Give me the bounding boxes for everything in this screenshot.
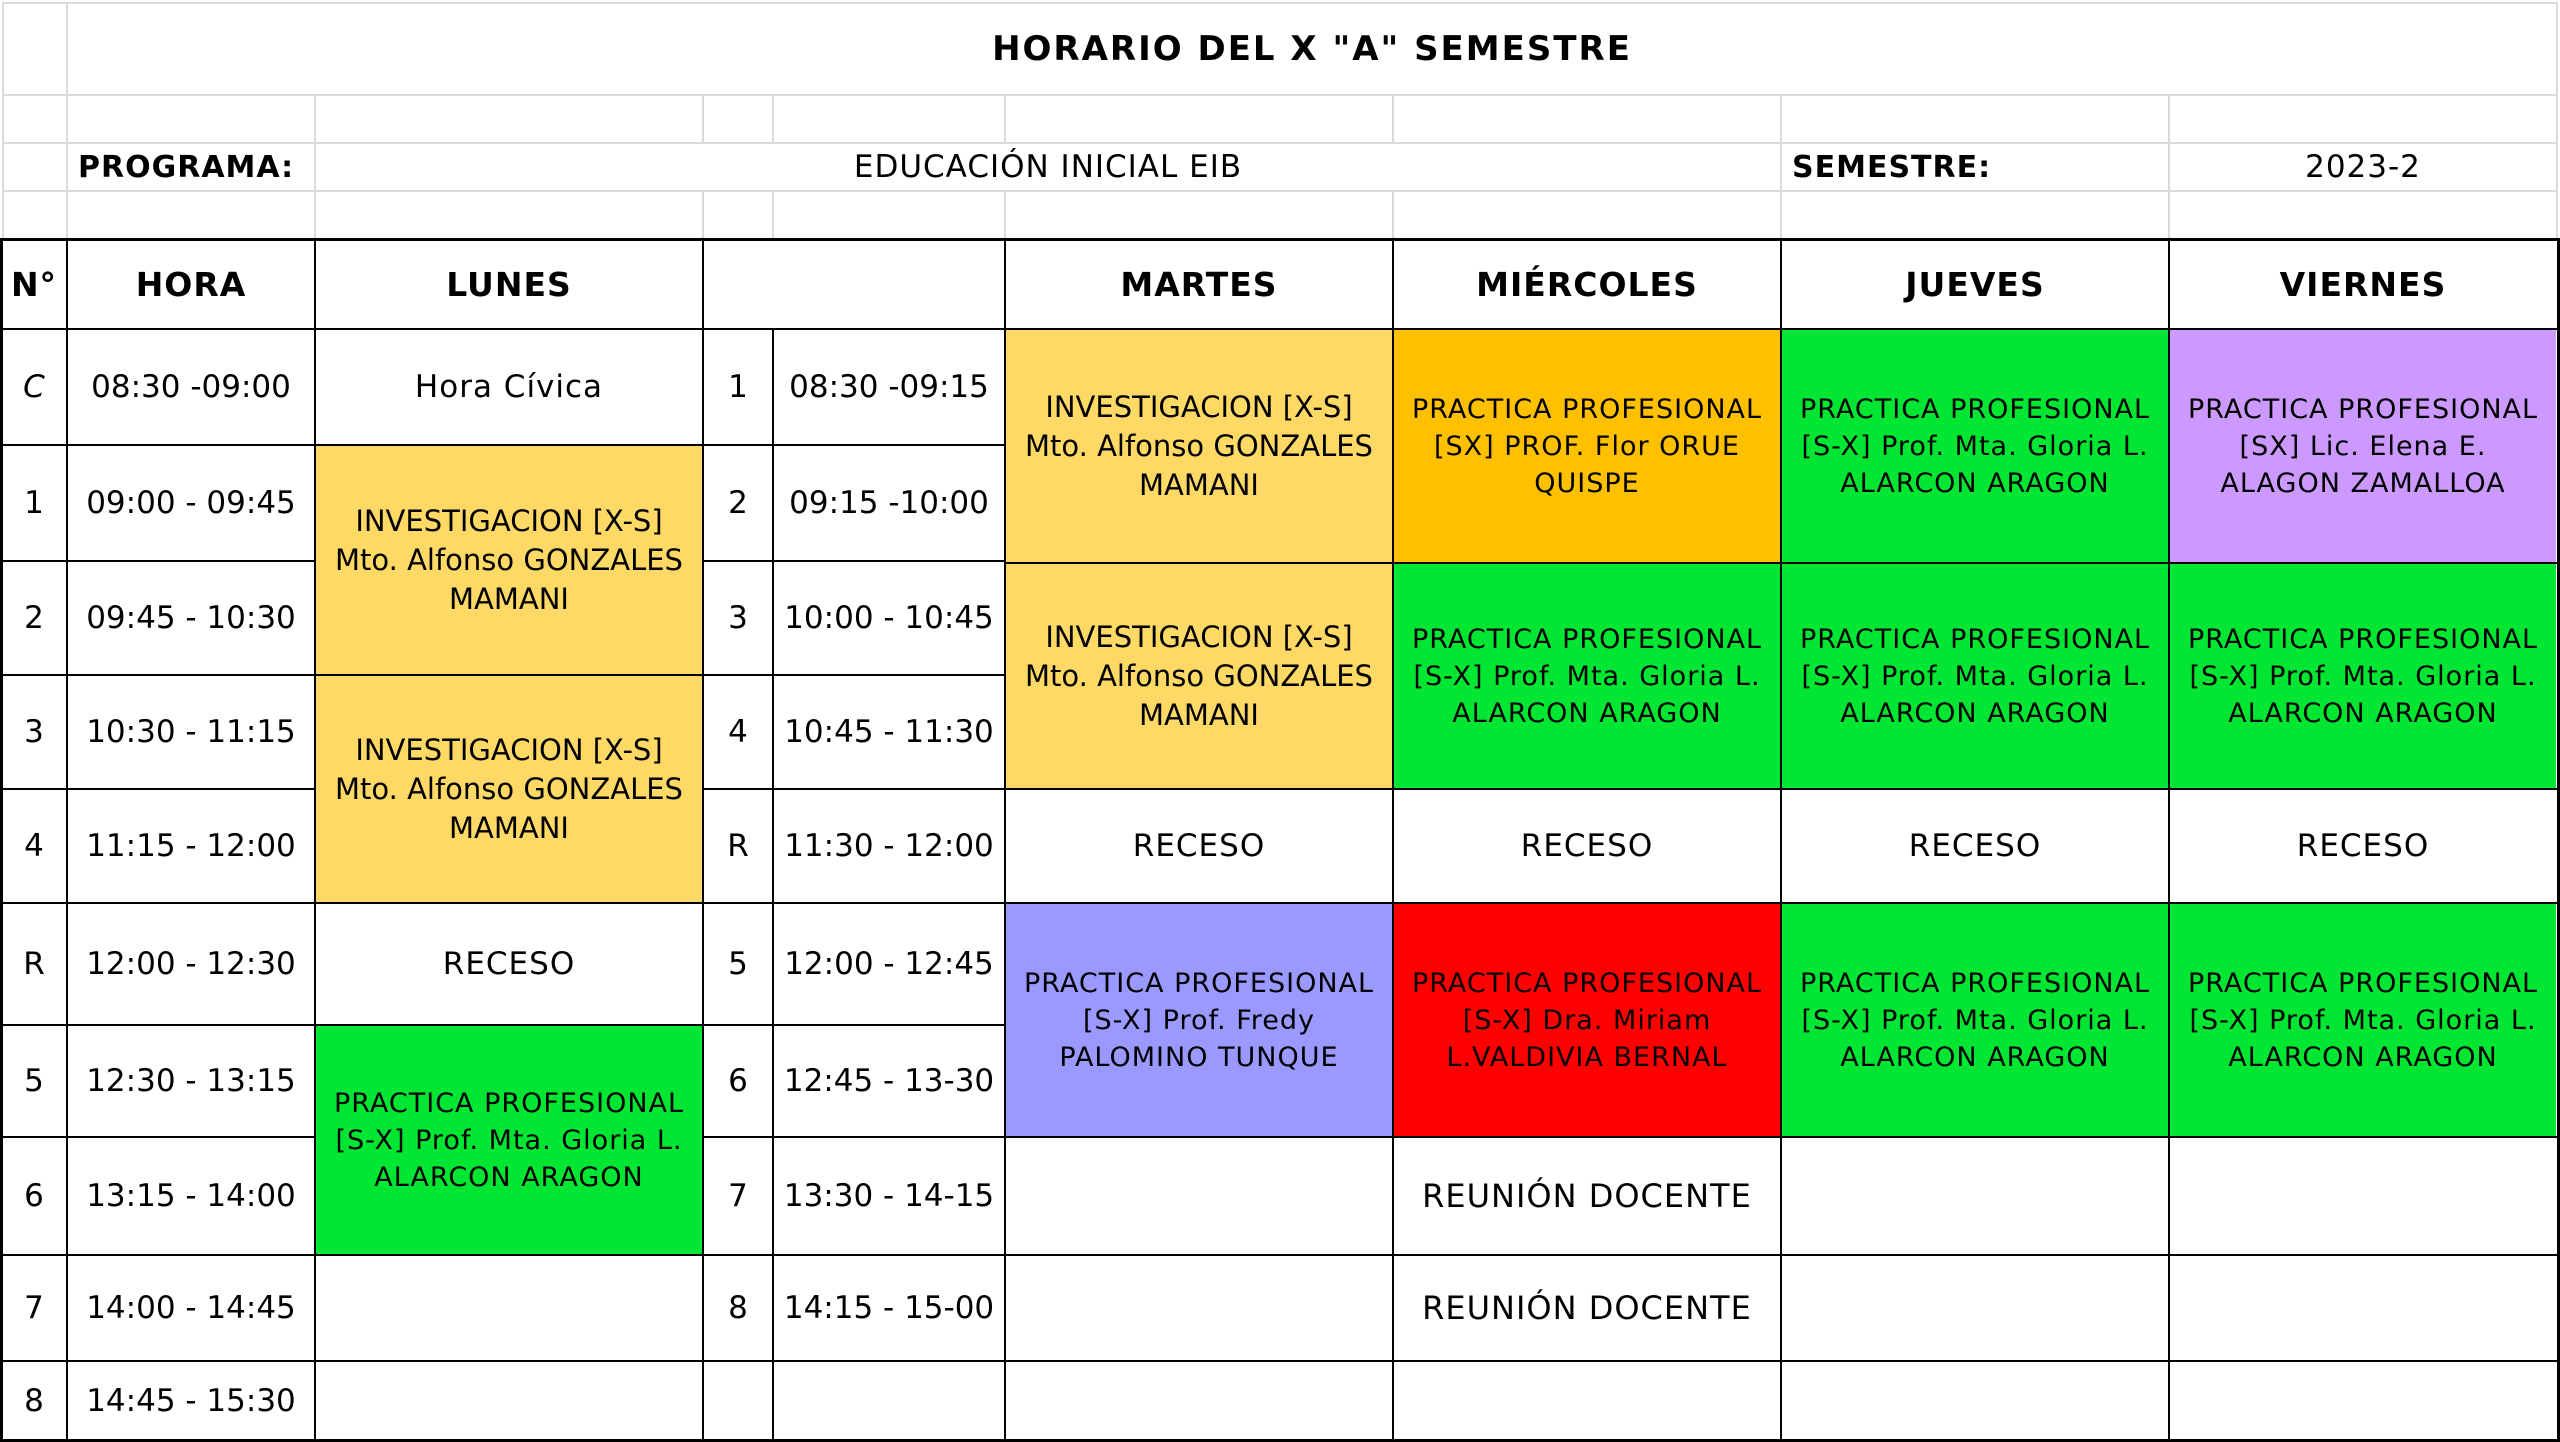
period-time: 10:45 - 11:30 [784,714,994,750]
course-line: PRACTICA PROFESIONAL [1023,967,1375,999]
course-line: MAMANI [449,581,569,616]
grid-line [0,444,1006,446]
period-time: 12:00 - 12:45 [784,946,994,982]
period-time: 08:30 -09:15 [789,369,989,405]
viernes-practica-1 [2170,330,2556,562]
course-line: [S-X] Prof. Mta. Gloria L. [1801,1004,2149,1036]
course-line: PRACTICA PROFESIONAL [1411,623,1763,655]
grid-line [1004,190,1006,240]
grid-line [0,1254,2560,1256]
period-number: 3 [728,600,748,636]
course-line: Mto. Alfonso GONZALES [335,771,683,806]
course-line: ALARCON ARAGON [1840,697,2110,729]
period-time: 10:30 - 11:15 [86,714,296,750]
grid-line [2,2,4,240]
period-time: 09:45 - 10:30 [86,600,296,636]
period-number: R [23,946,45,982]
grid-line [1006,562,2560,564]
period-number: 6 [728,1063,748,1099]
martes-practica [1006,904,1392,1136]
miercoles-practica-1 [1394,330,1780,562]
period-time: 14:15 - 15-00 [783,1290,995,1326]
course-line: INVESTIGACION [X-S] [355,732,663,767]
course-line: MAMANI [1139,467,1259,502]
miercoles-reunion-docente: REUNIÓN DOCENTE [1422,1289,1752,1327]
period-number: 4 [728,714,748,750]
course-line: PRACTICA PROFESIONAL [1799,967,2151,999]
period-time: 13:30 - 14-15 [783,1178,995,1214]
period-number: R [727,828,749,864]
miercoles-practica-3 [1394,904,1780,1136]
martes-investigacion-1 [1006,330,1392,562]
course-line: Mto. Alfonso GONZALES [1025,658,1373,693]
course-line: ALARCON ARAGON [1840,467,2110,499]
period-number: 4 [24,828,44,864]
miercoles-practica-2 [1394,564,1780,788]
semestre-label: SEMESTRE: [1792,149,1992,185]
grid-line [0,788,316,790]
jueves-practica-3 [1782,904,2168,1136]
course-line: ALARCON ARAGON [2228,697,2498,729]
course-line: ALAGON ZAMALLOA [2220,467,2506,499]
period-number: 7 [728,1178,748,1214]
header-viernes: VIERNES [2279,264,2447,304]
period-number: 3 [24,714,44,750]
course-line: PRACTICA PROFESIONAL [333,1087,685,1119]
period-time: 08:30 -09:00 [91,369,291,405]
grid-line [702,788,2560,790]
lunes-receso: RECESO [442,946,576,982]
grid-line [0,674,1006,676]
period-number: C [23,369,45,405]
grid-line [772,190,774,240]
course-line: PRACTICA PROFESIONAL [1799,393,2151,425]
course-line: [S-X] Prof. Fredy [1082,1004,1316,1036]
jueves-practica-2 [1782,564,2168,788]
period-number: 6 [24,1178,44,1214]
period-time: 11:30 - 12:00 [784,828,994,864]
grid-line [0,1024,1006,1026]
course-line: INVESTIGACION [X-S] [1045,389,1353,424]
grid-line [702,94,704,142]
miercoles-reunion-docente: REUNIÓN DOCENTE [1422,1177,1752,1215]
martes-investigacion-2 [1006,564,1392,788]
grid-line [2,190,2558,192]
schedule-title: HORARIO DEL X "A" SEMESTRE [992,29,1632,69]
jueves-receso: RECESO [1908,828,2042,864]
course-line: [SX] PROF. Flor ORUE [1433,430,1740,462]
course-line: ALARCON ARAGON [2228,1041,2498,1073]
grid-line [1392,94,1394,142]
course-line: PRACTICA PROFESIONAL [2187,393,2539,425]
period-time: 13:15 - 14:00 [86,1178,296,1214]
grid-line [1004,238,1006,1442]
period-number: 5 [24,1063,44,1099]
period-number: 1 [24,485,44,521]
grid-line [2556,2,2558,240]
grid-line [1780,238,1782,1442]
course-line: Mto. Alfonso GONZALES [335,542,683,577]
grid-line [2,94,2558,96]
course-line: QUISPE [1534,467,1640,499]
header-martes: MARTES [1120,264,1278,304]
programa-label: PROGRAMA: [78,149,295,185]
grid-line [314,238,316,1442]
course-line: ALARCON ARAGON [1840,1041,2110,1073]
grid-line [1392,238,1394,1442]
lunes-investigacion-1 [316,446,702,674]
course-line: PRACTICA PROFESIONAL [2187,623,2539,655]
course-line: [S-X] Prof. Mta. Gloria L. [1413,660,1761,692]
viernes-receso: RECESO [2296,828,2430,864]
course-line: [S-X] Prof. Mta. Gloria L. [1801,660,2149,692]
grid-line [704,560,1006,562]
header-lunes: LUNES [446,264,572,304]
period-time: 12:45 - 13-30 [783,1063,995,1099]
course-line: PRACTICA PROFESIONAL [2187,967,2539,999]
header-miercoles: MIÉRCOLES [1476,264,1698,304]
period-time: 11:15 - 12:00 [86,828,296,864]
grid-line [2168,238,2170,1442]
grid-line [772,328,774,1442]
grid-line [772,94,774,142]
course-line: PRACTICA PROFESIONAL [1411,967,1763,999]
period-time: 14:00 - 14:45 [86,1290,296,1326]
header-hora: HORA [135,264,247,304]
period-number: 8 [728,1290,748,1326]
course-line: MAMANI [449,810,569,845]
course-line: ALARCON ARAGON [374,1161,644,1193]
martes-receso: RECESO [1132,828,1266,864]
course-line: INVESTIGACION [X-S] [1045,619,1353,654]
grid-line [0,1360,2560,1362]
lunes-practica [316,1026,702,1254]
lunes-investigacion-2 [316,676,702,902]
period-time: 12:30 - 13:15 [86,1063,296,1099]
grid-line [0,902,2560,904]
miercoles-receso: RECESO [1520,828,1654,864]
programa-value: EDUCACIÓN INICIAL EIB [853,149,1243,185]
grid-line [702,238,704,1442]
grid-line [702,190,704,240]
grid-line [702,1136,2560,1138]
period-time: 09:15 -10:00 [789,485,989,521]
course-line: INVESTIGACION [X-S] [355,503,663,538]
course-line: [S-X] Prof. Mta. Gloria L. [335,1124,683,1156]
course-line: ALARCON ARAGON [1452,697,1722,729]
course-line: Mto. Alfonso GONZALES [1025,428,1373,463]
grid-line [66,238,68,1442]
grid-line [0,1136,316,1138]
grid-line [1004,94,1006,142]
semestre-value: 2023-2 [2305,149,2421,185]
grid-line [0,238,2560,241]
course-line: MAMANI [1139,697,1259,732]
period-time: 12:00 - 12:30 [86,946,296,982]
grid-line [1392,190,1394,240]
period-number: 5 [728,946,748,982]
course-line: L.VALDIVIA BERNAL [1446,1041,1728,1073]
period-number: 1 [728,369,748,405]
course-line: PRACTICA PROFESIONAL [1799,623,2151,655]
header-jueves: JUEVES [1905,264,2045,304]
course-line: [S-X] Prof. Mta. Gloria L. [2189,660,2537,692]
period-time: 10:00 - 10:45 [784,600,994,636]
course-line: [S-X] Prof. Mta. Gloria L. [1801,430,2149,462]
grid-line [0,328,2560,330]
header-num: N° [10,264,58,304]
period-number: 2 [24,600,44,636]
grid-line [0,238,3,1442]
period-number: 7 [24,1290,44,1326]
course-line: PALOMINO TUNQUE [1059,1041,1339,1073]
grid-line [0,560,316,562]
viernes-practica-3 [2170,904,2556,1136]
period-number: 8 [24,1383,44,1419]
jueves-practica-1 [1782,330,2168,562]
course-line: [SX] Lic. Elena E. [2239,430,2487,462]
course-line: [S-X] Dra. Miriam [1462,1004,1712,1036]
period-time: 09:00 - 09:45 [86,485,296,521]
period-number: 2 [728,485,748,521]
course-line: [S-X] Prof. Mta. Gloria L. [2189,1004,2537,1036]
period-time: 14:45 - 15:30 [86,1383,296,1419]
viernes-practica-2 [2170,564,2556,788]
course-line: PRACTICA PROFESIONAL [1411,393,1763,425]
lunes-hora-civica: Hora Cívica [414,369,604,405]
